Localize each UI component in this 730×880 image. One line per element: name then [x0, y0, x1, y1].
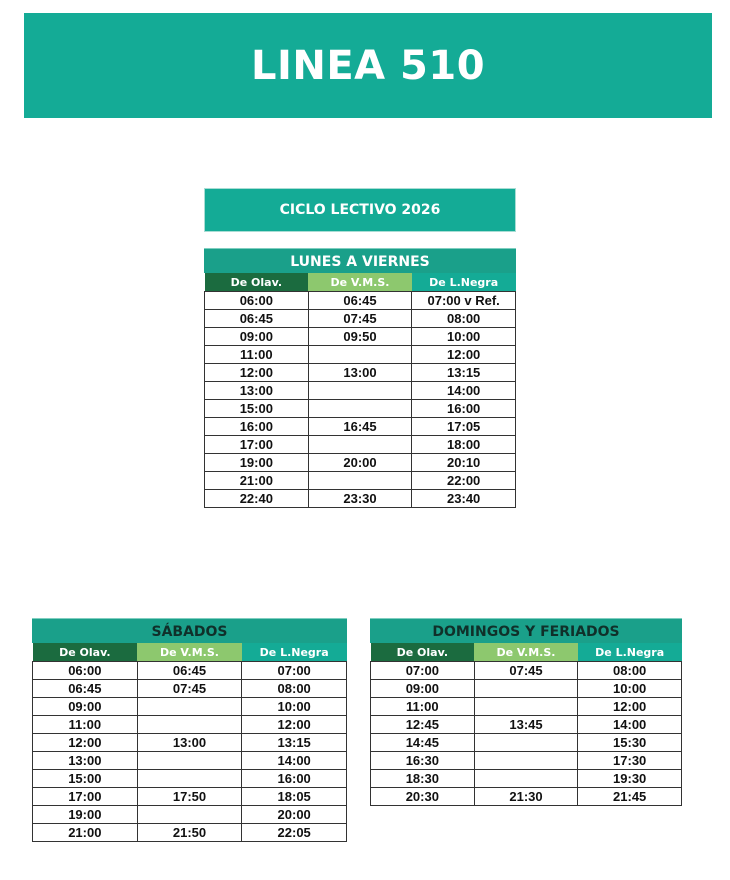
table-row [33, 716, 347, 734]
time-cell: 06:45 [308, 292, 412, 310]
time-cell: 20:00 [308, 454, 412, 472]
time-cell: 18:05 [242, 788, 347, 806]
time-cell: 15:30 [578, 734, 682, 752]
time-cell: 13:15 [242, 734, 347, 752]
table-row [33, 770, 347, 788]
table-row [33, 788, 347, 806]
time-cell: 07:00 [371, 662, 475, 680]
time-cell: 20:30 [371, 788, 475, 806]
time-cell: 07:45 [474, 662, 578, 680]
time-cell: 09:00 [371, 680, 475, 698]
table-row [205, 364, 516, 382]
title-banner [24, 13, 712, 118]
time-cell [137, 806, 242, 824]
time-cell [308, 472, 412, 490]
table-row [371, 734, 682, 752]
schedule-sabados [32, 618, 347, 842]
time-cell: 07:45 [308, 310, 412, 328]
time-cell: 11:00 [371, 698, 475, 716]
time-cell: 14:00 [578, 716, 682, 734]
time-cell: 16:45 [308, 418, 412, 436]
time-cell [137, 698, 242, 716]
table-row [205, 292, 516, 310]
time-cell: 12:00 [205, 364, 309, 382]
time-cell: 08:00 [242, 680, 347, 698]
time-cell: 07:45 [137, 680, 242, 698]
time-cell: 07:00 [242, 662, 347, 680]
table-row [33, 662, 347, 680]
time-cell: 11:00 [205, 346, 309, 364]
time-cell [308, 346, 412, 364]
column-header: De V.M.S. [308, 273, 412, 292]
table-row [205, 454, 516, 472]
time-cell: 21:30 [474, 788, 578, 806]
table-row [371, 770, 682, 788]
table-row [205, 328, 516, 346]
table-row [205, 472, 516, 490]
table-row [371, 662, 682, 680]
time-cell: 07:00 v Ref. [412, 292, 516, 310]
time-cell [308, 382, 412, 400]
time-cell: 18:00 [412, 436, 516, 454]
time-cell: 13:00 [308, 364, 412, 382]
column-header: De L.Negra [578, 643, 682, 662]
table-row [33, 752, 347, 770]
time-cell: 17:00 [205, 436, 309, 454]
table-row [33, 824, 347, 842]
table-row [371, 698, 682, 716]
time-cell: 17:30 [578, 752, 682, 770]
time-cell: 10:00 [578, 680, 682, 698]
schedule-domingos-feriados [370, 618, 682, 806]
time-cell [308, 400, 412, 418]
time-cell: 18:30 [371, 770, 475, 788]
schedule-table [32, 643, 347, 842]
time-cell: 17:05 [412, 418, 516, 436]
time-cell: 10:00 [412, 328, 516, 346]
time-cell: 21:00 [33, 824, 138, 842]
time-cell: 09:00 [205, 328, 309, 346]
time-cell [137, 770, 242, 788]
time-cell [474, 752, 578, 770]
time-cell: 16:30 [371, 752, 475, 770]
table-row [371, 680, 682, 698]
time-cell: 06:00 [205, 292, 309, 310]
table-row [205, 346, 516, 364]
schedule-table [370, 643, 682, 806]
schedule-lunes-viernes [204, 248, 516, 508]
time-cell: 19:00 [205, 454, 309, 472]
table-row [205, 400, 516, 418]
table-row [33, 806, 347, 824]
time-cell [308, 436, 412, 454]
page-title: LINEA 510 [250, 42, 486, 89]
table-row [33, 734, 347, 752]
time-cell: 22:40 [205, 490, 309, 508]
time-cell [474, 680, 578, 698]
time-cell [474, 698, 578, 716]
schedule-title: DOMINGOS Y FERIADOS [370, 618, 682, 643]
time-cell: 22:05 [242, 824, 347, 842]
time-cell: 06:45 [205, 310, 309, 328]
column-header: De V.M.S. [474, 643, 578, 662]
table-row [205, 382, 516, 400]
table-row [33, 698, 347, 716]
time-cell: 12:00 [242, 716, 347, 734]
time-cell: 16:00 [412, 400, 516, 418]
time-cell: 23:30 [308, 490, 412, 508]
time-cell: 22:00 [412, 472, 516, 490]
table-row [371, 716, 682, 734]
time-cell [137, 716, 242, 734]
time-cell: 21:50 [137, 824, 242, 842]
column-header: De V.M.S. [137, 643, 242, 662]
column-header: De L.Negra [412, 273, 516, 292]
table-row [205, 310, 516, 328]
table-row [371, 752, 682, 770]
time-cell: 06:45 [33, 680, 138, 698]
time-cell: 12:00 [578, 698, 682, 716]
time-cell: 14:45 [371, 734, 475, 752]
time-cell: 12:00 [412, 346, 516, 364]
column-header: De Olav. [371, 643, 475, 662]
time-cell: 09:00 [33, 698, 138, 716]
time-cell: 21:00 [205, 472, 309, 490]
time-cell: 20:10 [412, 454, 516, 472]
schedule-title: LUNES A VIERNES [204, 248, 516, 273]
time-cell: 13:00 [137, 734, 242, 752]
time-cell: 15:00 [33, 770, 138, 788]
table-row [205, 418, 516, 436]
time-cell: 15:00 [205, 400, 309, 418]
table-row [33, 680, 347, 698]
schedule-table [204, 273, 516, 508]
time-cell: 16:00 [242, 770, 347, 788]
time-cell: 17:00 [33, 788, 138, 806]
time-cell: 13:00 [33, 752, 138, 770]
time-cell: 13:15 [412, 364, 516, 382]
ciclo-lectivo-label: CICLO LECTIVO 2026 [204, 188, 516, 232]
time-cell: 13:00 [205, 382, 309, 400]
table-row [371, 788, 682, 806]
time-cell: 21:45 [578, 788, 682, 806]
column-header: De L.Negra [242, 643, 347, 662]
time-cell [137, 752, 242, 770]
time-cell [474, 770, 578, 788]
schedule-title: SÁBADOS [32, 618, 347, 643]
time-cell: 16:00 [205, 418, 309, 436]
time-cell: 23:40 [412, 490, 516, 508]
table-row [205, 490, 516, 508]
time-cell: 08:00 [578, 662, 682, 680]
time-cell: 06:00 [33, 662, 138, 680]
time-cell: 20:00 [242, 806, 347, 824]
time-cell: 19:00 [33, 806, 138, 824]
time-cell: 19:30 [578, 770, 682, 788]
time-cell: 12:00 [33, 734, 138, 752]
column-header: De Olav. [205, 273, 309, 292]
time-cell: 12:45 [371, 716, 475, 734]
time-cell: 14:00 [242, 752, 347, 770]
time-cell: 17:50 [137, 788, 242, 806]
table-row [205, 436, 516, 454]
column-header: De Olav. [33, 643, 138, 662]
time-cell: 06:45 [137, 662, 242, 680]
time-cell: 11:00 [33, 716, 138, 734]
time-cell: 10:00 [242, 698, 347, 716]
time-cell [474, 734, 578, 752]
time-cell: 14:00 [412, 382, 516, 400]
time-cell: 13:45 [474, 716, 578, 734]
time-cell: 08:00 [412, 310, 516, 328]
time-cell: 09:50 [308, 328, 412, 346]
